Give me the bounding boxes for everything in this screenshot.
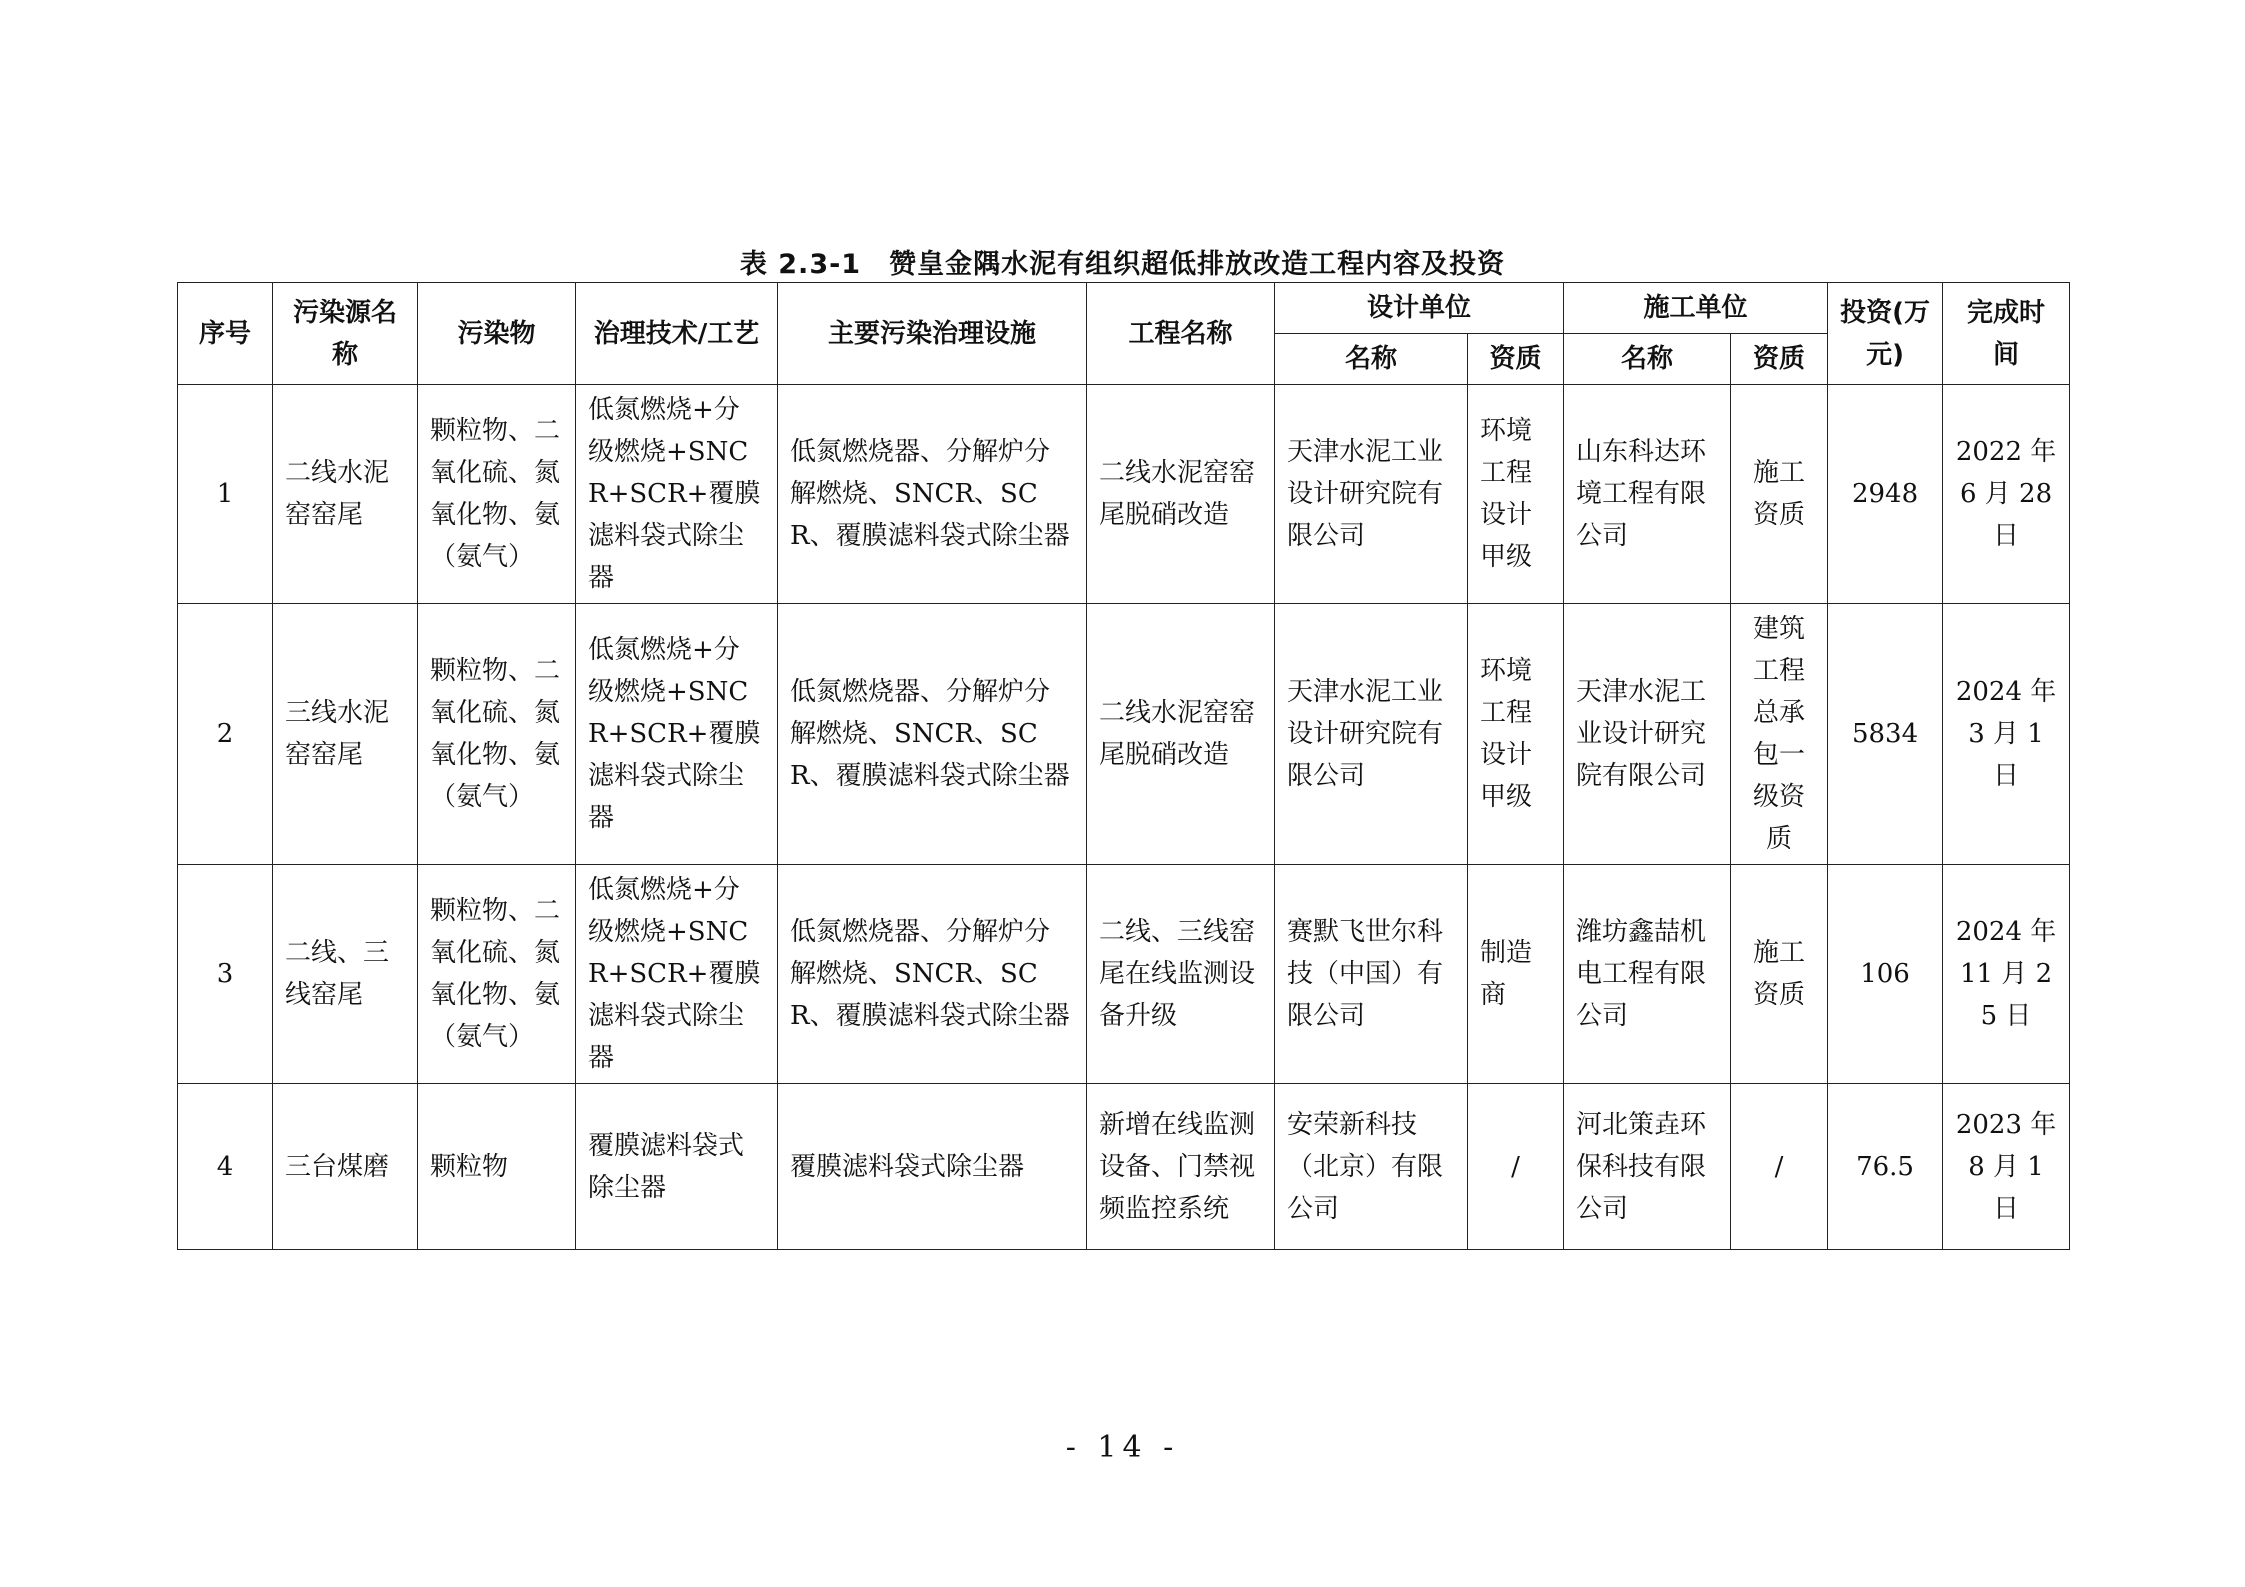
cell-source: 二线、三线窑尾	[273, 865, 418, 1084]
cell-cons-name: 山东科达环境工程有限公司	[1564, 385, 1731, 604]
header-cons-name: 名称	[1564, 334, 1731, 385]
table-row	[178, 865, 2070, 1084]
cell-pollutant: 颗粒物、二氧化硫、氮氧化物、氨（氨气）	[418, 604, 576, 865]
table-caption	[0, 242, 2245, 281]
cell-investment: 2948	[1828, 385, 1943, 604]
cell-completion: 2022 年 6 月 28 日	[1943, 385, 2070, 604]
header-project: 工程名称	[1087, 283, 1275, 385]
cell-cons-name: 河北策垚环保科技有限公司	[1564, 1084, 1731, 1250]
cell-tech: 低氮燃烧+分级燃烧+SNCR+SCR+覆膜滤料袋式除尘器	[576, 604, 778, 865]
table-row	[178, 604, 2070, 865]
cell-completion: 2024 年 11 月 25 日	[1943, 865, 2070, 1084]
cell-investment: 76.5	[1828, 1084, 1943, 1250]
cell-source: 三线水泥窑窑尾	[273, 604, 418, 865]
cell-seq: 3	[178, 865, 273, 1084]
header-design-qual: 资质	[1468, 334, 1564, 385]
cell-cons-qual: /	[1731, 1084, 1828, 1250]
cell-design-name: 天津水泥工业设计研究院有限公司	[1275, 604, 1468, 865]
cell-facility: 低氮燃烧器、分解炉分解燃烧、SNCR、SCR、覆膜滤料袋式除尘器	[778, 865, 1087, 1084]
header-seq: 序号	[178, 283, 273, 385]
header-row-1	[178, 283, 2070, 334]
cell-tech: 覆膜滤料袋式除尘器	[576, 1084, 778, 1250]
cell-design-name: 天津水泥工业设计研究院有限公司	[1275, 385, 1468, 604]
cell-design-qual: 环境工程设计甲级	[1468, 385, 1564, 604]
cell-cons-qual: 施工资质	[1731, 865, 1828, 1084]
header-facility: 主要污染治理设施	[778, 283, 1087, 385]
cell-project: 二线水泥窑窑尾脱硝改造	[1087, 604, 1275, 865]
cell-facility: 低氮燃烧器、分解炉分解燃烧、SNCR、SCR、覆膜滤料袋式除尘器	[778, 604, 1087, 865]
cell-seq: 4	[178, 1084, 273, 1250]
cell-pollutant: 颗粒物	[418, 1084, 576, 1250]
page-number: - 14 -	[1065, 1430, 1180, 1465]
header-tech: 治理技术/工艺	[576, 283, 778, 385]
cell-project: 二线、三线窑尾在线监测设备升级	[1087, 865, 1275, 1084]
table-caption-title: 赞皇金隅水泥有组织超低排放改造工程内容及投资	[889, 249, 1506, 280]
cell-seq: 1	[178, 385, 273, 604]
cell-design-name: 安荣新科技（北京）有限公司	[1275, 1084, 1468, 1250]
cell-design-qual: 制造商	[1468, 865, 1564, 1084]
cell-pollutant: 颗粒物、二氧化硫、氮氧化物、氨（氨气）	[418, 865, 576, 1084]
table-row	[178, 1084, 2070, 1250]
cell-tech: 低氮燃烧+分级燃烧+SNCR+SCR+覆膜滤料袋式除尘器	[576, 385, 778, 604]
cell-project: 新增在线监测设备、门禁视频监控系统	[1087, 1084, 1275, 1250]
cell-source: 二线水泥窑窑尾	[273, 385, 418, 604]
investment-table	[177, 282, 2070, 1250]
header-completion: 完成时间	[1943, 283, 2070, 385]
cell-project: 二线水泥窑窑尾脱硝改造	[1087, 385, 1275, 604]
header-design-name: 名称	[1275, 334, 1468, 385]
cell-cons-name: 天津水泥工业设计研究院有限公司	[1564, 604, 1731, 865]
table-row	[178, 385, 2070, 604]
header-construction-unit: 施工单位	[1564, 283, 1828, 334]
cell-facility: 低氮燃烧器、分解炉分解燃烧、SNCR、SCR、覆膜滤料袋式除尘器	[778, 385, 1087, 604]
cell-source: 三台煤磨	[273, 1084, 418, 1250]
header-source: 污染源名称	[273, 283, 418, 385]
cell-investment: 106	[1828, 865, 1943, 1084]
table-caption-number: 表 2.3-1	[739, 249, 862, 280]
cell-cons-qual: 施工资质	[1731, 385, 1828, 604]
cell-design-name: 赛默飞世尔科技（中国）有限公司	[1275, 865, 1468, 1084]
cell-tech: 低氮燃烧+分级燃烧+SNCR+SCR+覆膜滤料袋式除尘器	[576, 865, 778, 1084]
header-pollutant: 污染物	[418, 283, 576, 385]
cell-cons-name: 潍坊鑫喆机电工程有限公司	[1564, 865, 1731, 1084]
header-investment: 投资(万元)	[1828, 283, 1943, 385]
cell-completion: 2023 年 8 月 1 日	[1943, 1084, 2070, 1250]
header-design-unit: 设计单位	[1275, 283, 1564, 334]
cell-investment: 5834	[1828, 604, 1943, 865]
cell-design-qual: /	[1468, 1084, 1564, 1250]
cell-seq: 2	[178, 604, 273, 865]
cell-facility: 覆膜滤料袋式除尘器	[778, 1084, 1087, 1250]
cell-design-qual: 环境工程设计甲级	[1468, 604, 1564, 865]
cell-cons-qual: 建筑工程总承包一级资质	[1731, 604, 1828, 865]
cell-completion: 2024 年 3 月 1 日	[1943, 604, 2070, 865]
cell-pollutant: 颗粒物、二氧化硫、氮氧化物、氨（氨气）	[418, 385, 576, 604]
header-cons-qual: 资质	[1731, 334, 1828, 385]
